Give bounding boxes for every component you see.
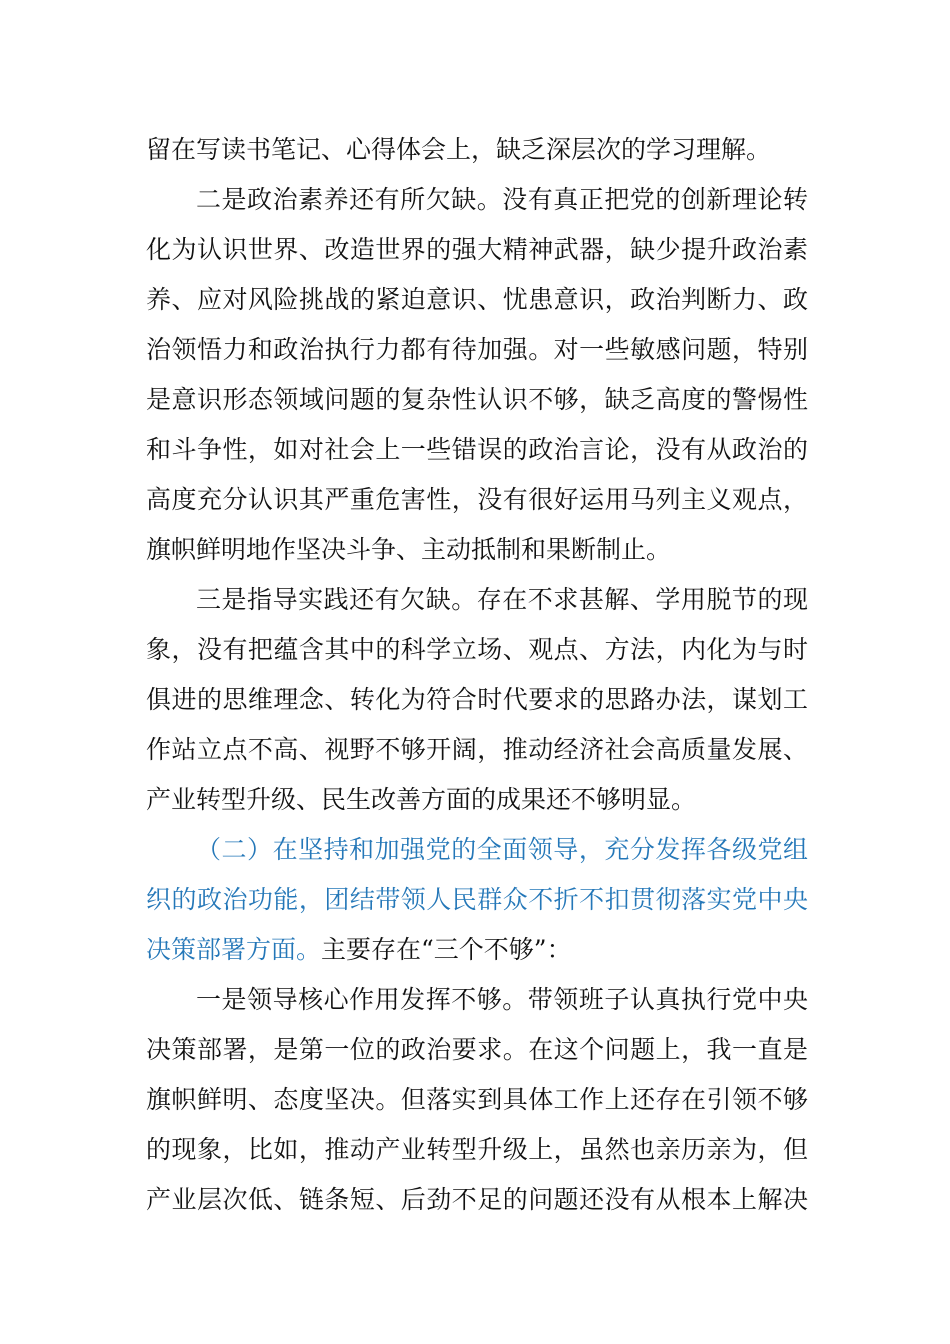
section-heading-line: （二）在坚持和加强党的全面领导，充分发挥各级党组 bbox=[196, 835, 808, 864]
text-line: 产业层次低、链条短、后劲不足的问题还没有从根本上解决 bbox=[146, 1185, 808, 1214]
section-heading-tail: 决策部署方面。 bbox=[146, 935, 322, 964]
text-line: 俱进的思维理念、转化为符合时代要求的思路办法，谋划工 bbox=[146, 685, 808, 714]
text-line: 产业转型升级、民生改善方面的成果还不够明显。 bbox=[146, 785, 697, 814]
text-line: 象，没有把蕴含其中的科学立场、观点、方法，内化为与时 bbox=[146, 635, 808, 664]
text-line: 二是政治素养还有所欠缺。没有真正把党的创新理论转 bbox=[196, 185, 808, 214]
text-line: 一是领导核心作用发挥不够。带领班子认真执行党中央 bbox=[196, 985, 808, 1014]
text-run: 主要存在“三个不够”： bbox=[321, 935, 572, 964]
text-line: 三是指导实践还有欠缺。存在不求甚解、学用脱节的现 bbox=[196, 585, 808, 614]
text-line: 作站立点不高、视野不够开阔，推动经济社会高质量发展、 bbox=[146, 735, 808, 764]
text-line: 的现象，比如，推动产业转型升级上，虽然也亲历亲为，但 bbox=[146, 1135, 808, 1164]
text-line: 高度充分认识其严重危害性，没有很好运用马列主义观点， bbox=[146, 485, 808, 514]
text-line: 和斗争性，如对社会上一些错误的政治言论，没有从政治的 bbox=[146, 435, 808, 464]
text-line: 是意识形态领域问题的复杂性认识不够，缺乏高度的警惕性 bbox=[146, 385, 808, 414]
text-line: 旗帜鲜明地作坚决斗争、主动抵制和果断制止。 bbox=[146, 535, 672, 564]
text-line: 养、应对风险挑战的紧迫意识、忧患意识，政治判断力、政 bbox=[146, 285, 808, 314]
text-line: 决策部署，是第一位的政治要求。在这个问题上，我一直是 bbox=[146, 1035, 808, 1064]
text-line bbox=[146, 934, 808, 966]
text-line: 旗帜鲜明、态度坚决。但落实到具体工作上还存在引领不够 bbox=[146, 1085, 808, 1114]
text-line: 化为认识世界、改造世界的强大精神武器，缺少提升政治素 bbox=[146, 235, 808, 264]
text-line: 留在写读书笔记、心得体会上，缺乏深层次的学习理解。 bbox=[146, 135, 772, 164]
text-line: 治领悟力和政治执行力都有待加强。对一些敏感问题，特别 bbox=[146, 335, 808, 364]
section-heading-line: 织的政治功能，团结带领人民群众不折不扣贯彻落实党中央 bbox=[146, 885, 808, 914]
